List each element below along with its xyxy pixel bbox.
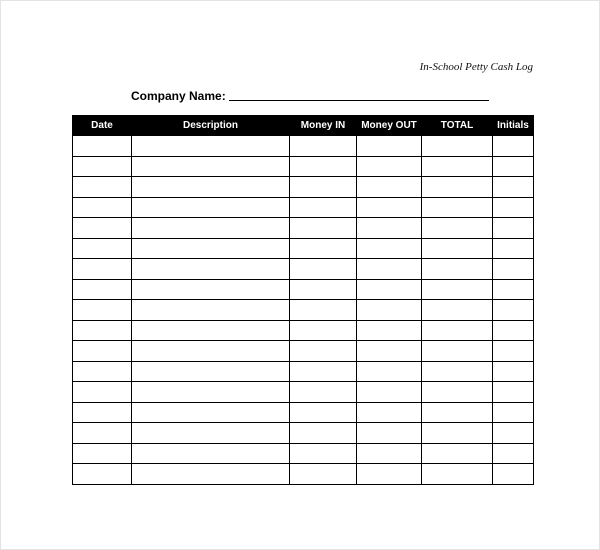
header-date: Date [73,116,132,136]
date-cell[interactable] [73,361,132,382]
table-row [73,238,534,259]
table-row [73,402,534,423]
initials-cell[interactable] [493,238,534,259]
money-out-cell[interactable] [357,361,422,382]
money-out-cell[interactable] [357,177,422,198]
description-cell[interactable] [132,443,290,464]
table-row [73,361,534,382]
date-cell[interactable] [73,423,132,444]
initials-cell[interactable] [493,136,534,157]
table-row [73,156,534,177]
total-cell[interactable] [422,279,493,300]
table-header-row [73,116,534,136]
date-cell[interactable] [73,259,132,280]
money-out-cell[interactable] [357,136,422,157]
money-out-cell[interactable] [357,382,422,403]
initials-cell[interactable] [493,382,534,403]
initials-cell[interactable] [493,300,534,321]
money-out-cell[interactable] [357,279,422,300]
company-name-blank[interactable] [229,89,489,101]
money-in-cell[interactable] [290,402,357,423]
description-cell[interactable] [132,279,290,300]
total-cell[interactable] [422,218,493,239]
date-cell[interactable] [73,320,132,341]
initials-cell[interactable] [493,177,534,198]
table-body [73,136,534,485]
description-cell[interactable] [132,382,290,403]
total-cell[interactable] [422,402,493,423]
total-cell[interactable] [422,259,493,280]
total-cell[interactable] [422,443,493,464]
initials-cell[interactable] [493,279,534,300]
petty-cash-table [72,115,534,485]
money-in-cell[interactable] [290,300,357,321]
table-row [73,279,534,300]
table-row [73,464,534,485]
money-out-cell[interactable] [357,218,422,239]
money-out-cell[interactable] [357,320,422,341]
company-name-label: Company Name: [131,89,226,103]
description-cell[interactable] [132,320,290,341]
table-row [73,320,534,341]
total-cell[interactable] [422,156,493,177]
initials-cell[interactable] [493,320,534,341]
money-in-cell[interactable] [290,136,357,157]
header-money-in: Money IN [290,116,357,136]
money-in-cell[interactable] [290,423,357,444]
date-cell[interactable] [73,218,132,239]
money-out-cell[interactable] [357,156,422,177]
money-in-cell[interactable] [290,382,357,403]
initials-cell[interactable] [493,156,534,177]
header-initials: Initials [493,116,534,136]
total-cell[interactable] [422,361,493,382]
date-cell[interactable] [73,300,132,321]
description-cell[interactable] [132,177,290,198]
date-cell[interactable] [73,443,132,464]
total-cell[interactable] [422,320,493,341]
money-in-cell[interactable] [290,341,357,362]
money-in-cell[interactable] [290,218,357,239]
money-in-cell[interactable] [290,361,357,382]
header-total: TOTAL [422,116,493,136]
description-cell[interactable] [132,361,290,382]
money-in-cell[interactable] [290,238,357,259]
money-in-cell[interactable] [290,279,357,300]
initials-cell[interactable] [493,423,534,444]
description-cell[interactable] [132,464,290,485]
initials-cell[interactable] [493,218,534,239]
description-cell[interactable] [132,402,290,423]
money-out-cell[interactable] [357,423,422,444]
total-cell[interactable] [422,136,493,157]
description-cell[interactable] [132,218,290,239]
table-row [73,136,534,157]
table-row [73,218,534,239]
header-description: Description [132,116,290,136]
total-cell[interactable] [422,197,493,218]
document-title: In-School Petty Cash Log [419,61,533,73]
description-cell[interactable] [132,156,290,177]
money-out-cell[interactable] [357,464,422,485]
date-cell[interactable] [73,464,132,485]
money-out-cell[interactable] [357,259,422,280]
money-in-cell[interactable] [290,259,357,280]
initials-cell[interactable] [493,402,534,423]
description-cell[interactable] [132,238,290,259]
total-cell[interactable] [422,464,493,485]
initials-cell[interactable] [493,361,534,382]
total-cell[interactable] [422,177,493,198]
money-out-cell[interactable] [357,443,422,464]
table-row [73,259,534,280]
table-row [73,382,534,403]
table-row [73,177,534,198]
description-cell[interactable] [132,197,290,218]
money-in-cell[interactable] [290,156,357,177]
table-row [73,443,534,464]
date-cell[interactable] [73,279,132,300]
initials-cell[interactable] [493,197,534,218]
initials-cell[interactable] [493,443,534,464]
total-cell[interactable] [422,423,493,444]
money-out-cell[interactable] [357,300,422,321]
description-cell[interactable] [132,136,290,157]
description-cell[interactable] [132,300,290,321]
money-out-cell[interactable] [357,238,422,259]
money-in-cell[interactable] [290,177,357,198]
date-cell[interactable] [73,136,132,157]
total-cell[interactable] [422,300,493,321]
money-in-cell[interactable] [290,464,357,485]
money-in-cell[interactable] [290,197,357,218]
money-out-cell[interactable] [357,402,422,423]
date-cell[interactable] [73,197,132,218]
initials-cell[interactable] [493,464,534,485]
initials-cell[interactable] [493,341,534,362]
table-row [73,423,534,444]
table-row [73,197,534,218]
money-out-cell[interactable] [357,197,422,218]
money-in-cell[interactable] [290,320,357,341]
company-name-line [131,89,489,103]
date-cell[interactable] [73,177,132,198]
table-row [73,300,534,321]
description-cell[interactable] [132,259,290,280]
table-row [73,341,534,362]
date-cell[interactable] [73,238,132,259]
date-cell[interactable] [73,156,132,177]
header-money-out: Money OUT [357,116,422,136]
total-cell[interactable] [422,341,493,362]
date-cell[interactable] [73,341,132,362]
date-cell[interactable] [73,402,132,423]
money-in-cell[interactable] [290,443,357,464]
description-cell[interactable] [132,423,290,444]
total-cell[interactable] [422,382,493,403]
total-cell[interactable] [422,238,493,259]
initials-cell[interactable] [493,259,534,280]
date-cell[interactable] [73,382,132,403]
money-out-cell[interactable] [357,341,422,362]
description-cell[interactable] [132,341,290,362]
